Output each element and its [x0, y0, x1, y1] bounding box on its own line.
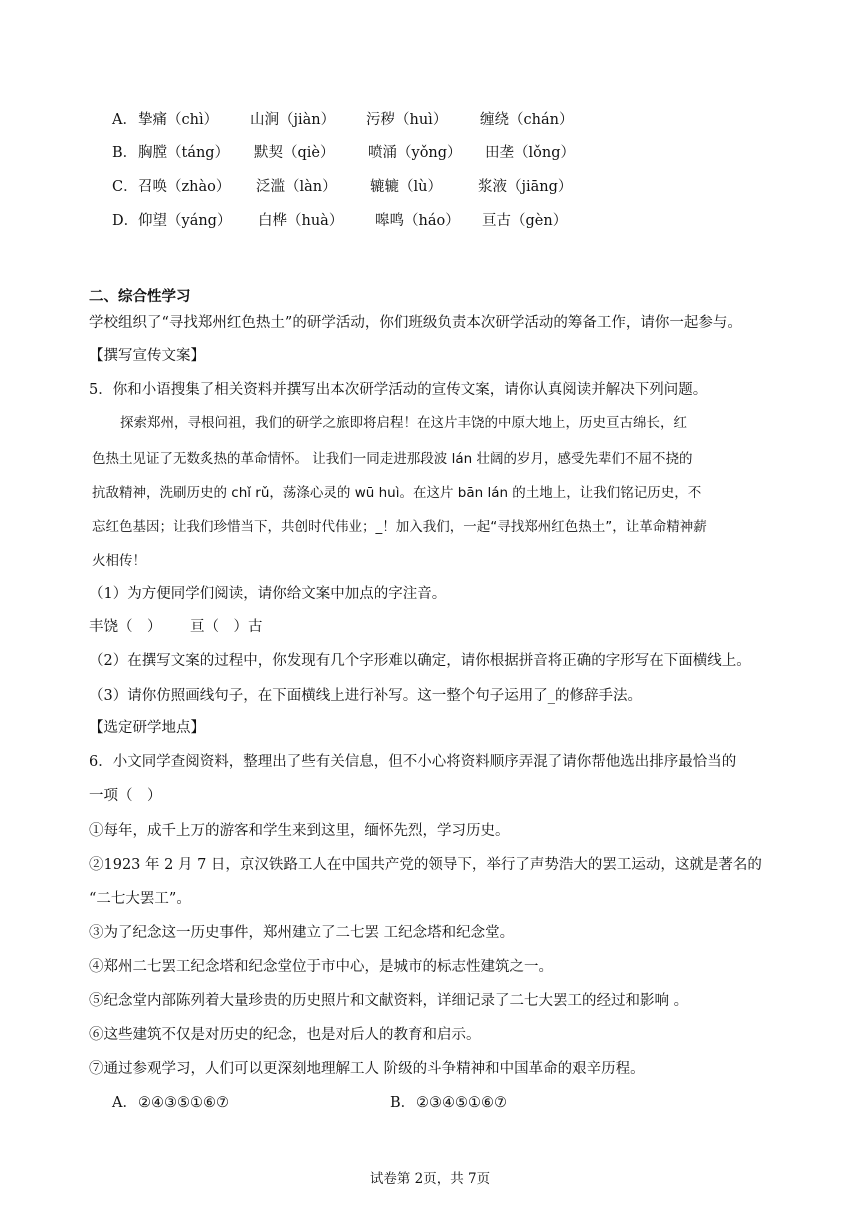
question-6-continued: 一项（ ）	[89, 788, 162, 804]
page-footer: 试卷第 2页，共 7页	[369, 1171, 491, 1187]
question-5-1: （1）为方便同学们阅读，请你给文案中加点的字注音。	[89, 586, 447, 602]
list-item: “二七大罢工”。	[89, 891, 191, 907]
option-item: 召唤（zhào）	[138, 179, 231, 195]
part-heading: 【撰写宣传文案】	[89, 348, 205, 364]
answer-blank: 亘（ ）古	[190, 619, 263, 635]
option-text: ②④③⑤①⑥⑦	[138, 1095, 229, 1111]
option-item: 默契（qiè）	[254, 145, 335, 161]
part-heading: 【选定研学地点】	[89, 720, 205, 736]
option-item: 泛滥（làn）	[256, 179, 337, 195]
option-label: C．	[112, 179, 138, 195]
list-item: ④郑州二七罢工纪念塔和纪念堂位于市中心，是城市的标志性建筑之一。	[89, 959, 553, 975]
passage-line: 火相传！	[92, 553, 146, 569]
passage-line: 忘红色基因；让我们珍惜当下，共创时代伟业；_！加入我们，一起“寻找郑州红色热土”，让革命精神薪	[92, 519, 707, 535]
list-item: ③为了纪念这一历史事件，郑州建立了二七罢 工纪念塔和纪念堂。	[89, 925, 515, 941]
section-intro: 学校组织了“寻找郑州红色热土”的研学活动，你们班级负责本次研学活动的筹备工作，请你一起参与。	[89, 315, 742, 331]
option-item: 仰望（yáng）	[138, 213, 232, 229]
passage-line: 抗敌精神，洗刷历史的 chǐ rǔ，荡涤心灵的 wū huì。在这片 bān lán 的土地上，让我们铭记历史，不	[92, 485, 702, 501]
question-5-2: （2）在撰写文案的过程中，你发现有几个字形难以确定，请你根据拼音将正确的字形写在下面横线上。	[89, 653, 751, 669]
option-item: 胸膛（táng）	[138, 145, 230, 161]
question-6: 6．小文同学查阅资料，整理出了些有关信息，但不小心将资料顺序弄混了请你帮他选出排序最恰当的	[89, 754, 737, 770]
option-item: 嗥鸣（háo）	[375, 213, 460, 229]
section-heading: 二、综合性学习	[89, 288, 191, 305]
passage-line: 色热土见证了无数炙热的革命情怀。 让我们一同走进那段波 lán 壮阔的岁月，感受先辈们不屈不挠的	[92, 451, 693, 467]
passage-line: 探索郑州，寻根问祖，我们的研学之旅即将启程！在这片丰饶的中原大地上，历史亘古绵长，红	[120, 415, 687, 431]
option-item: 污秽（huì）	[366, 112, 448, 128]
list-item: ⑦通过参观学习，人们可以更深刻地理解工人 阶级的斗争精神和中国革命的艰辛历程。	[89, 1061, 645, 1077]
option-item: 亘古（gèn）	[482, 213, 568, 229]
list-item: ②1923 年 2 月 7 日，京汉铁路工人在中国共产党的领导下，举行了声势浩大的罢工运动，这就是著名的	[89, 857, 762, 873]
option-item: 挚痛（chì）	[138, 112, 219, 128]
option-label: B．	[390, 1095, 416, 1111]
answer-blank: 丰饶（ ）	[89, 619, 162, 635]
option-item: 田垄（lǒng）	[485, 145, 575, 161]
question-5: 5．你和小语搜集了相关资料并撰写出本次研学活动的宣传文案，请你认真阅读并解决下列问题。	[89, 382, 708, 398]
option-label: A．	[112, 1095, 137, 1111]
question-5-3: （3）请你仿照画线句子，在下面横线上进行补写。这一整个句子运用了_的修辞手法。	[89, 688, 642, 704]
option-label: B．	[112, 145, 138, 161]
list-item: ⑤纪念堂内部陈列着大量珍贵的历史照片和文献资料，详细记录了二七大罢工的经过和影响 。	[89, 993, 689, 1009]
option-text: ②③④⑤①⑥⑦	[416, 1095, 507, 1111]
option-item: 缠绕（chán）	[480, 112, 574, 128]
option-label: A．	[112, 112, 137, 128]
list-item: ①每年，成千上万的游客和学生来到这里，缅怀先烈，学习历史。	[89, 823, 510, 839]
option-item: 浆液（jiāng）	[478, 179, 573, 195]
option-label: D．	[112, 213, 139, 229]
option-item: 山涧（jiàn）	[250, 112, 336, 128]
option-item: 辘辘（lù）	[370, 179, 442, 195]
list-item: ⑥这些建筑不仅是对历史的纪念，也是对后人的教育和启示。	[89, 1027, 481, 1043]
option-item: 白桦（huà）	[258, 213, 344, 229]
option-item: 喷涌（yǒng）	[368, 145, 462, 161]
